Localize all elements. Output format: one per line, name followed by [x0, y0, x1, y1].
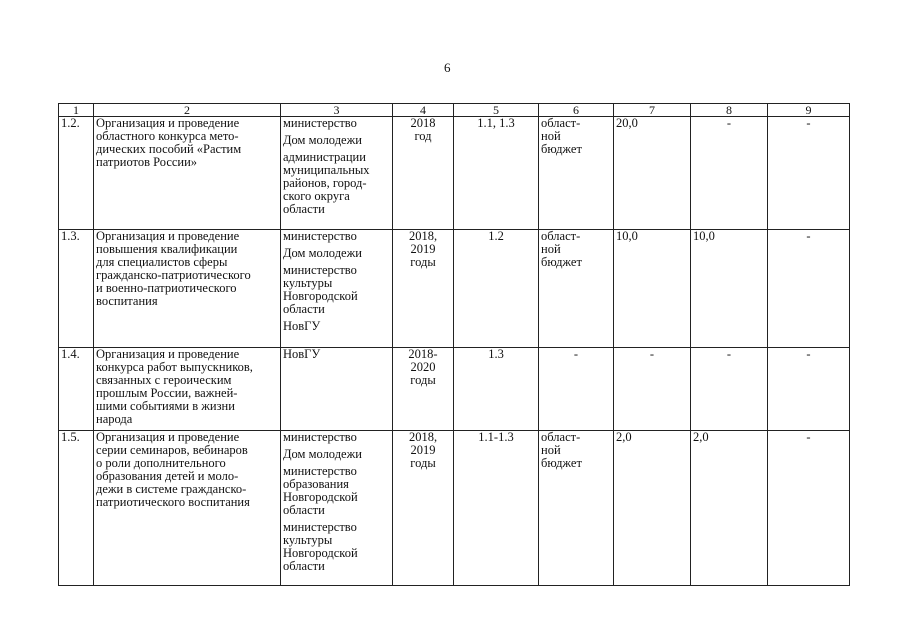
table-row: [59, 117, 850, 230]
amount-2019: -: [691, 348, 768, 431]
amount-2020: -: [768, 230, 850, 348]
activity-name: Организация и проведение конкурса работ выпускников, связанных с героическим прошлым России, важней- шими событиями в жизни народа: [94, 348, 281, 431]
executor: НовГУ: [283, 347, 321, 361]
target-indicator: 1.3: [454, 348, 539, 431]
activity-name: Организация и проведение серии семинаров, вебинаров о роли дополнительного образования детей и моло- дежи в системе гражданско- патриотического воспитания: [94, 431, 281, 586]
target-indicator: 1.1, 1.3: [454, 117, 539, 230]
table-row: [59, 230, 850, 348]
row-number: 1.2.: [59, 117, 94, 230]
amount-2020: -: [768, 348, 850, 431]
column-header: 9: [768, 104, 850, 117]
row-number: 1.3.: [59, 230, 94, 348]
executor: министерство: [283, 229, 357, 243]
executor: Дом молодежи: [283, 447, 362, 461]
executor: министерство: [283, 116, 357, 130]
executors-cell: [281, 117, 393, 230]
column-header: 3: [281, 104, 393, 117]
table-header-row: [59, 104, 850, 117]
row-number: 1.4.: [59, 348, 94, 431]
amount-2018: 20,0: [614, 117, 691, 230]
target-indicator: 1.1-1.3: [454, 431, 539, 586]
executor: министерство культуры Новгородской области: [283, 263, 358, 316]
executor: НовГУ: [283, 319, 321, 333]
row-number: 1.5.: [59, 431, 94, 586]
executor: Дом молодежи: [283, 246, 362, 260]
amount-2019: 10,0: [691, 230, 768, 348]
term: 2018 год: [393, 117, 454, 230]
column-header: 2: [94, 104, 281, 117]
amount-2019: -: [691, 117, 768, 230]
amount-2018: 2,0: [614, 431, 691, 586]
executor: министерство культуры Новгородской области: [283, 520, 358, 573]
funding-source: област- ной бюджет: [539, 117, 614, 230]
executors-cell: [281, 230, 393, 348]
amount-2020: -: [768, 117, 850, 230]
amount-2020: -: [768, 431, 850, 586]
funding-source: област- ной бюджет: [539, 431, 614, 586]
column-header: 1: [59, 104, 94, 117]
executors-cell: [281, 431, 393, 586]
target-indicator: 1.2: [454, 230, 539, 348]
executors-cell: [281, 348, 393, 431]
amount-2018: 10,0: [614, 230, 691, 348]
table-row: [59, 431, 850, 586]
term: 2018, 2019 годы: [393, 431, 454, 586]
executor: министерство образования Новгородской области: [283, 464, 358, 517]
table-row: [59, 348, 850, 431]
term: 2018- 2020 годы: [393, 348, 454, 431]
activity-name: Организация и проведение повышения квалификации для специалистов сферы гражданско-патриотического и военно-патриотического воспитания: [94, 230, 281, 348]
term: 2018, 2019 годы: [393, 230, 454, 348]
funding-source: област- ной бюджет: [539, 230, 614, 348]
amount-2019: 2,0: [691, 431, 768, 586]
amount-2018: -: [614, 348, 691, 431]
column-header: 4: [393, 104, 454, 117]
column-header: 7: [614, 104, 691, 117]
executor: Дом молодежи: [283, 133, 362, 147]
column-header: 5: [454, 104, 539, 117]
executor: администрации муниципальных районов, город- ского округа области: [283, 150, 370, 216]
page-number: 6: [444, 60, 451, 75]
activities-table: [58, 103, 850, 586]
funding-source: -: [539, 348, 614, 431]
column-header: 8: [691, 104, 768, 117]
activity-name: Организация и проведение областного конкурса мето- дических пособий «Растим патриотов России»: [94, 117, 281, 230]
executor: министерство: [283, 430, 357, 444]
column-header: 6: [539, 104, 614, 117]
